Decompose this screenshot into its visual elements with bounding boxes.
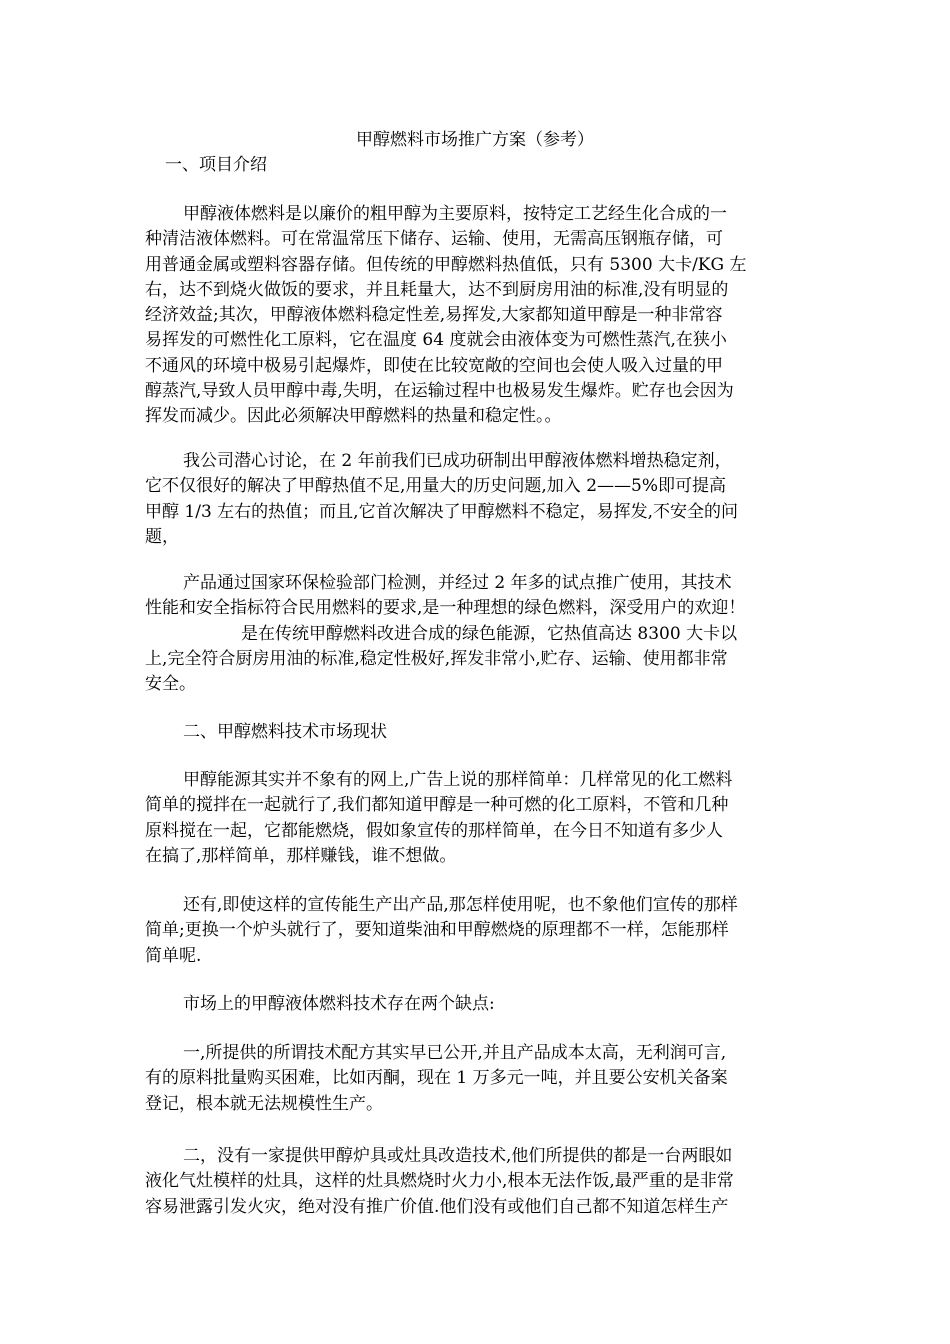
text-line: 简单;更换一个炉头就行了，要知道柴油和甲醇燃烧的原理都不一样，怎能那样 <box>145 920 729 941</box>
paragraph-market-claims <box>145 768 809 869</box>
text-line: 简单的搅拌在一起就行了,我们都知道甲醇是一种可燃的化工原料，不管和几种 <box>145 795 729 816</box>
text-line: 右，达不到烧火做饭的要求，并且耗量大，达不到厨房用油的标准,没有明显的 <box>145 279 729 300</box>
text-line: 性能和安全指标符合民用燃料的要求,是一种理想的绿色燃料，深受用户的欢迎！ <box>145 598 746 619</box>
section-heading-project-intro: 一、项目介绍 <box>165 155 267 175</box>
text-line: 还有,即使这样的宣传能生产出产品,那怎样使用呢，也不象他们宣传的那样 <box>183 895 738 915</box>
text-line: 在搞了,那样简单，那样赚钱，谁不想做。 <box>145 845 457 866</box>
text-line: 甲醇液体燃料是以廉价的粗甲醇为主要原料，按特定工艺经生化合成的一 <box>183 204 727 224</box>
text-line: 种清洁液体燃料。可在常温常压下储存、运输、使用，无需高压钢瓶存储，可 <box>145 229 723 250</box>
text-line: 二，没有一家提供甲醇炉具或灶具改造技术,他们所提供的都是一台两眼如 <box>183 1146 733 1166</box>
paragraph-two-defects <box>145 992 809 1017</box>
text-line: 挥发而减少。因此必须解决甲醇燃料的热量和稳定性。。 <box>145 406 562 427</box>
text-line: 安全。 <box>145 674 196 695</box>
text-line: 原料搅在一起，它都能燃烧，假如象宣传的那样简单，在今日不知道有多少人 <box>145 820 723 841</box>
text-line: 上,完全符合厨房用油的标准,稳定性极好,挥发非常小,贮存、运输、使用都非常 <box>145 648 728 669</box>
document-title: 甲醇燃料市场推广方案（参考） <box>356 130 594 150</box>
text-line: 甲醇能源其实并不象有的网上,广告上说的那样简单：几样常见的化工燃料 <box>183 770 733 790</box>
paragraph-company-research <box>145 449 809 550</box>
text-line: 容易泄露引发火灾，绝对没有推广价值.他们没有或他们自己都不知道怎样生产 <box>145 1196 729 1217</box>
section-heading-market-status: 二、甲醇燃料技术市场现状 <box>183 722 387 742</box>
text-line: 液化气灶模样的灶具，这样的灶具燃烧时火力小,根本无法作饭,最严重的是非常 <box>145 1171 734 1192</box>
text-line: 登记，根本就无法规模性生产。 <box>145 1093 383 1114</box>
text-line: 市场上的甲醇液体燃料技术存在两个缺点: <box>183 994 495 1014</box>
paragraph-usage-issues <box>145 893 809 969</box>
text-line: 经济效益;其次，甲醇液体燃料稳定性差,易挥发,大家都知道甲醇是一种非常容 <box>145 305 723 326</box>
text-line: 不通风的环境中极易引起爆炸，即使在比较宽敞的空间也会使人吸入过量的甲 <box>145 355 723 376</box>
text-line: 产品通过国家环保检验部门检测，并经过 2 年多的试点推广使用，其技术 <box>183 573 732 593</box>
text-line: 简单呢. <box>145 945 202 966</box>
text-line: 题， <box>145 526 179 547</box>
paragraph-intro <box>145 202 809 430</box>
text-line: 有的原料批量购买困难，比如丙酮，现在 1 万多元一吨，并且要公安机关备案 <box>145 1068 728 1089</box>
text-line: 用普通金属或塑料容器存储。但传统的甲醇燃料热值低，只有 5300 大卡/KG 左 <box>145 254 747 275</box>
paragraph-product-testing <box>145 571 809 697</box>
text-line: 它不仅很好的解决了甲醇热值不足,用量大的历史问题,加入 2——5%即可提高 <box>145 476 726 497</box>
text-line: 甲醇 1/3 左右的热值；而且,它首次解决了甲醇燃料不稳定，易挥发,不安全的问 <box>145 501 738 522</box>
text-line: 醇蒸汽,导致人员甲醇中毒,失明，在运输过程中也极易发生爆炸。贮存也会因为 <box>145 381 734 402</box>
paragraph-defect-two <box>145 1144 809 1220</box>
text-line: 我公司潜心讨论，在 2 年前我们已成功研制出甲醇液体燃料增热稳定剂， <box>183 451 732 471</box>
text-line: 是在传统甲醇燃料改进合成的绿色能源，它热值高达 8300 大卡以 <box>241 623 738 644</box>
text-line: 易挥发的可燃性化工原料，它在温度 64 度就会由液体变为可燃性蒸汽,在狭小 <box>145 330 727 351</box>
paragraph-defect-one <box>145 1041 809 1117</box>
text-line: 一,所提供的所谓技术配方其实早已公开,并且产品成本太高，无利润可言, <box>183 1043 727 1063</box>
